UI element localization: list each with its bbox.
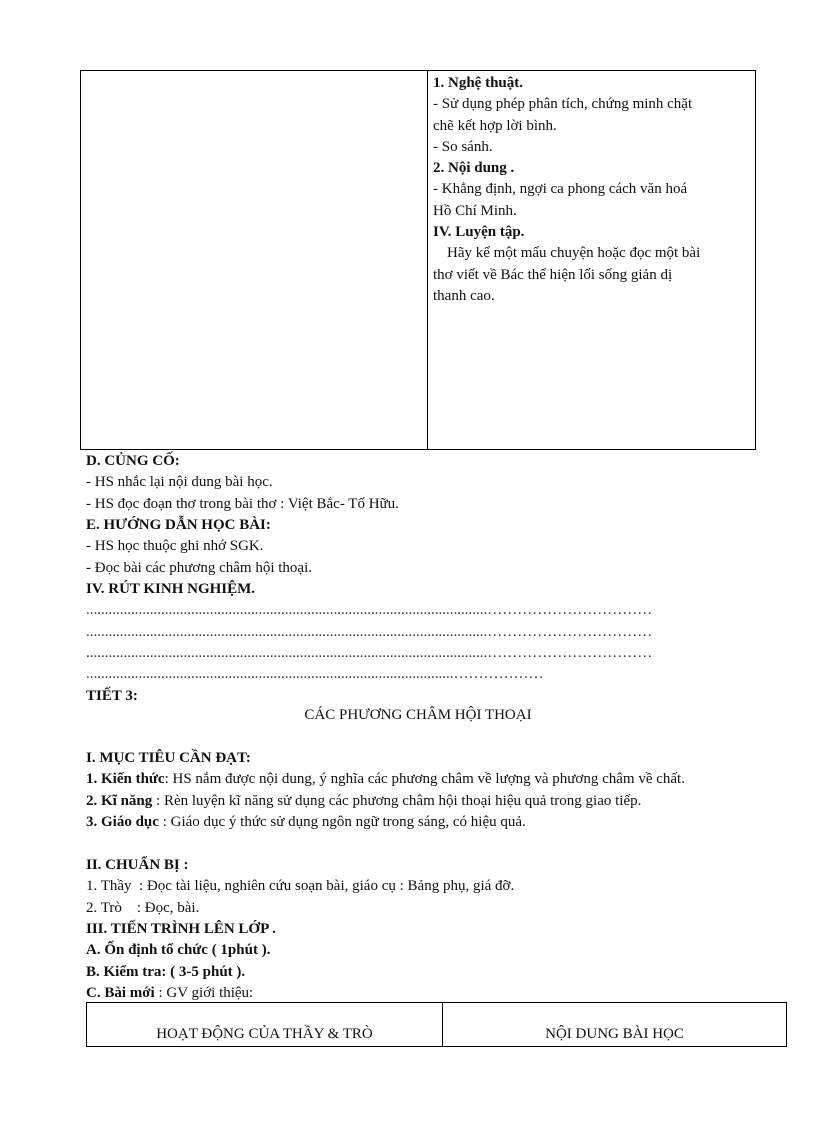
skill-text: : Rèn luyện kĩ năng sử dụng các phương châm hội thoại hiệu quả trong giao tiếp. bbox=[156, 792, 642, 809]
lesson-period bbox=[86, 686, 766, 707]
homework-section bbox=[86, 515, 766, 579]
content-line: thơ viết về Bác thể hiện lối sống giản dị bbox=[433, 266, 673, 283]
dotted-line: ..................................................................................................……………… bbox=[86, 666, 544, 683]
list-item: - HS nhắc lại nội dung bài học. bbox=[86, 474, 273, 491]
section-heading: IV. Luyện tập. bbox=[433, 224, 525, 241]
knowledge-text: : HS nắm được nội dung, ý nghĩa các phương châm về lượng và phương châm về chất. bbox=[164, 771, 685, 788]
header-lesson-content: NỘI DUNG BÀI HỌC bbox=[545, 1026, 684, 1042]
content-line: - So sánh. bbox=[433, 138, 493, 155]
experience-section bbox=[86, 579, 731, 685]
lesson-content-column bbox=[428, 71, 755, 449]
content-line: - Sử dụng phép phân tích, chứng minh chặt bbox=[433, 96, 693, 113]
education-text: : Giáo dục ý thức sử dụng ngôn ngữ trong sáng, có hiệu quả. bbox=[162, 813, 526, 830]
dotted-line: ...........................................................................................................…………………………… bbox=[86, 602, 653, 619]
content-line: Hãy kể một mẩu chuyện hoặc đọc một bài bbox=[447, 245, 701, 262]
step-c-text: : GV giới thiệu: bbox=[158, 984, 254, 1001]
skill-objective bbox=[86, 791, 756, 812]
content-line: chẽ kết hợp lời bình. bbox=[433, 117, 557, 134]
knowledge-objective bbox=[86, 769, 756, 790]
period-label: TIẾT 3: bbox=[86, 688, 138, 704]
content-line: thanh cao. bbox=[433, 287, 495, 304]
experience-heading: IV. RÚT KINH NGHIỆM. bbox=[86, 581, 256, 597]
homework-heading: E. HƯỚNG DẪN HỌC BÀI: bbox=[86, 517, 271, 533]
activity-table-header bbox=[86, 1002, 787, 1047]
procedure-heading: III. TIẾN TRÌNH LÊN LỚP . bbox=[86, 921, 276, 937]
section-heading: 2. Nội dung . bbox=[433, 160, 515, 177]
list-item: - HS học thuộc ghi nhớ SGK. bbox=[86, 538, 264, 555]
content-table bbox=[80, 70, 756, 450]
content-line: - Khẳng định, ngợi ca phong cách văn hoá bbox=[433, 181, 688, 198]
activity-column bbox=[81, 71, 428, 449]
education-objective bbox=[86, 812, 756, 833]
dotted-line: ...........................................................................................................…………………………… bbox=[86, 644, 653, 661]
education-label: 3. Giáo dục bbox=[86, 813, 159, 830]
skill-label: 2. Kĩ năng bbox=[86, 792, 153, 809]
preparation-section bbox=[86, 855, 766, 919]
list-item: - Đọc bài các phương châm hội thoại. bbox=[86, 559, 312, 576]
student-preparation: 2. Trò : Đọc, bài. bbox=[86, 899, 200, 916]
objectives-section bbox=[86, 748, 756, 833]
consolidation-section bbox=[86, 451, 766, 515]
header-teacher-student: HOẠT ĐỘNG CỦA THẦY & TRÒ bbox=[87, 1003, 443, 1046]
lesson-title: CÁC PHƯƠNG CHÂM HỘI THOẠI bbox=[304, 707, 532, 723]
step-c-label: C. Bài mới bbox=[86, 984, 155, 1001]
objectives-heading: I. MỤC TIÊU CẦN ĐẠT: bbox=[86, 750, 251, 766]
procedure-step-c bbox=[86, 983, 766, 1004]
consolidation-heading: D. CỦNG CỐ: bbox=[86, 453, 180, 469]
section-heading: 1. Nghệ thuật. bbox=[433, 75, 524, 91]
teacher-preparation: 1. Thầy : Đọc tài liệu, nghiên cứu soạn bài, giáo cụ : Bảng phụ, giá đỡ. bbox=[86, 878, 515, 895]
knowledge-label: 1. Kiến thức bbox=[86, 771, 165, 788]
content-line: Hồ Chí Minh. bbox=[433, 202, 517, 219]
list-item: - HS đọc đoạn thơ trong bài thơ : Việt Bắc- Tố Hữu. bbox=[86, 495, 399, 512]
procedure-step-a: A. Ổn định tổ chức ( 1phút ). bbox=[86, 942, 271, 959]
procedure-section bbox=[86, 919, 766, 1004]
preparation-heading: II. CHUẨN BỊ : bbox=[86, 857, 189, 873]
procedure-step-b: B. Kiểm tra: ( 3-5 phút ). bbox=[86, 963, 246, 980]
dotted-line: ...........................................................................................................…………………………… bbox=[86, 623, 653, 640]
